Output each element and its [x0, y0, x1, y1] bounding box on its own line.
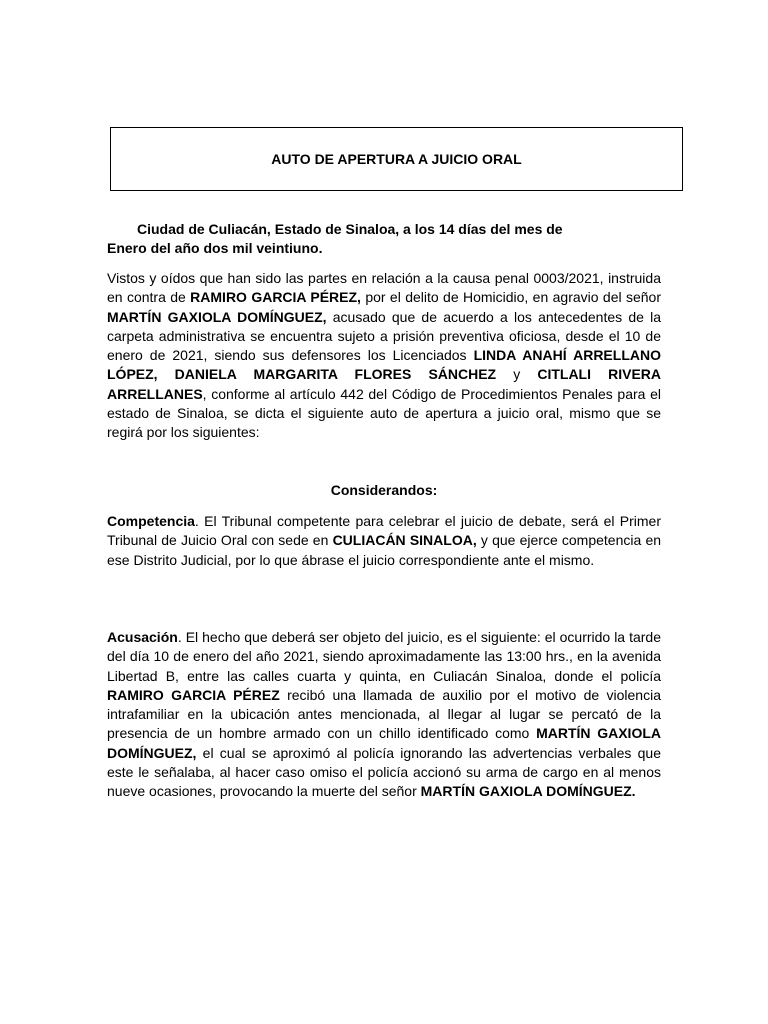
considerandos-heading: Considerandos:: [330, 482, 438, 498]
acusacion-victim-name-2: MARTÍN GAXIOLA DOMÍNGUEZ.: [420, 783, 636, 800]
vistos-text-5: , conforme al artículo 442 del Código de Procedimientos Penales para el estado de Sinaloa, se dicta el siguiente auto de apertura a juicio oral, mismo que se regirá por los siguientes:: [107, 385, 661, 441]
vistos-text-3: acusado que de acuerdo a los antecedentes de la carpeta administrativa se encuentra sujeto a prisión preventiva oficiosa, desde el 10 de enero de 2021, siendo sus defensores los Licenciados: [107, 308, 662, 364]
victim-name: MARTÍN GAXIOLA DOMÍNGUEZ,: [107, 308, 327, 325]
vistos-text-4: y: [496, 366, 538, 383]
competencia-text-1: . El Tribunal competente para celebrar el juicio de debate, será el Primer Tribunal de Juicio Oral con sede en: [107, 513, 661, 549]
title-box: [110, 127, 683, 191]
acusacion-text-3: el cual se aproximó al policía ignorando las advertencias verbales que este le señalaba, al hacer caso omiso el policía accionó su arma de cargo en al menos nueve ocasiones, provocando la muerte del señor: [107, 744, 661, 800]
accused-name: RAMIRO GARCIA PÉREZ,: [190, 289, 361, 306]
defender-name-3: CITLALI RIVERA ARRELLANES: [107, 366, 661, 402]
competencia-label: Competencia: [107, 513, 195, 529]
competencia-paragraph: [107, 512, 661, 570]
acusacion-accused-name: RAMIRO GARCIA PÉREZ: [107, 686, 280, 703]
vistos-text-2: por el delito de Homicidio, en agravio del señor: [360, 289, 661, 306]
competencia-text-2: y que ejerce competencia en ese Distrito Judicial, por lo que ábrase el juicio correspondiente ante el mismo.: [107, 532, 662, 568]
document-title: AUTO DE APERTURA A JUICIO ORAL: [271, 151, 522, 167]
date-line-1: Ciudad de Culiacán, Estado de Sinaloa, a los 14 días del mes de: [137, 221, 563, 237]
acusacion-victim-name: MARTÍN GAXIOLA DOMÍNGUEZ,: [107, 725, 661, 761]
vistos-paragraph: [107, 269, 661, 443]
date-line-2: Enero del año dos mil veintiuno.: [107, 240, 323, 256]
vistos-text-1: Vistos y oídos que han sido las partes en relación a la causa penal 0003/2021, instruida en contra de: [107, 270, 661, 306]
acusacion-text-1: . El hecho que deberá ser objeto del juicio, es el siguiente: el ocurrido la tarde del día 10 de enero del año 2021, siendo aproximadamente las 13:00 hrs., en la avenida Libertad B, entre las calles cuarta y quinta, en Culiacán Sinaloa, donde el policía: [107, 629, 661, 684]
acusacion-label: Acusación: [107, 629, 178, 645]
acusacion-paragraph: [107, 628, 661, 802]
acusacion-text-2: recibó una llamada de auxilio por el motivo de violencia intrafamiliar en la ubicación antes mencionada, al llegar al lugar se percató de la presencia de un hombre armado con un chillo identificado como: [107, 686, 661, 742]
court-location: CULIACÁN SINALOA,: [332, 532, 477, 549]
defenders-names: LINDA ANAHÍ ARRELLANO LÓPEZ, DANIELA MARGARITA FLORES SÁNCHEZ: [107, 347, 661, 383]
date-block: [107, 220, 607, 258]
